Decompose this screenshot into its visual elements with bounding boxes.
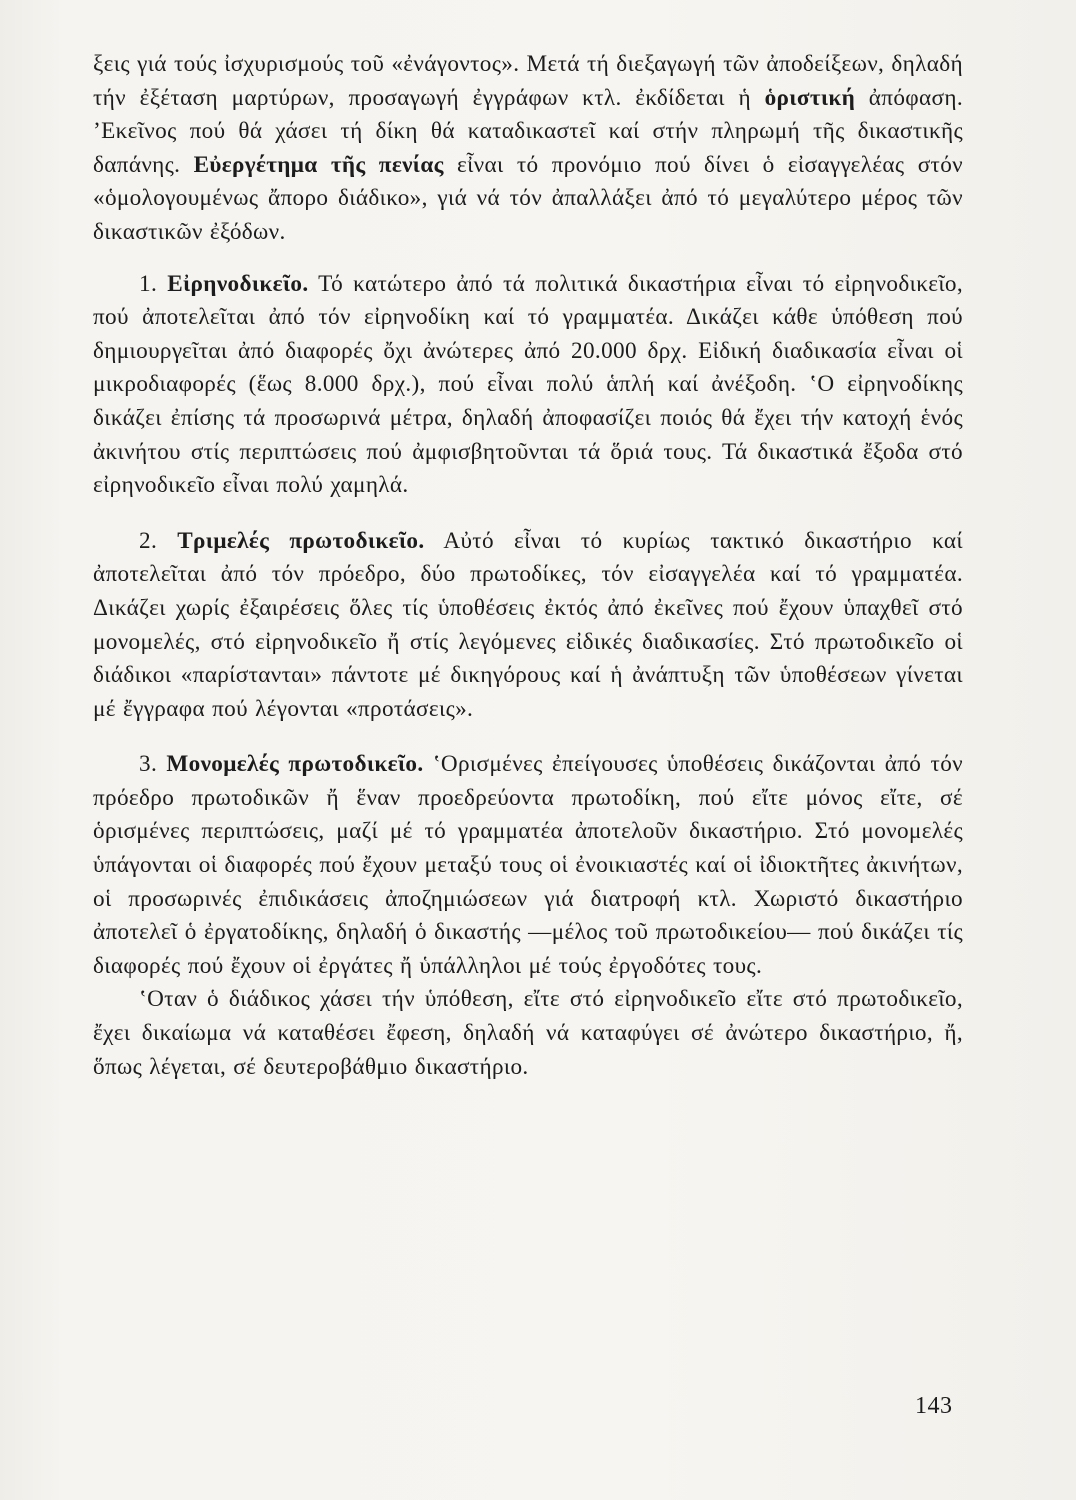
section-number: 3. [139, 751, 167, 778]
text-segment: Τό κατώτερο ἀπό τά πολιτικά δικαστήρια εἶναι τό εἰρηνοδικεῖο, πού ἀποτελεῖται ἀπό τόν εἰρηνοδίκη καί τό γραμματέα. Δικάζει κάθε ὑπόθεση πού δημιουργεῖται ἀπό διαφορές ὄχι ἀνώτερες ἀπό 20.000 δρχ. Εἰδική διαδικασία εἶναι οἱ μικροδιαφορές (ἕως 8.000 δρχ.), πού εἶναι πολύ ἁπλή καί ἀνέξοδη. ʽΟ εἰρηνοδίκης δικάζει ἐπίσης τά προσωρινά μέτρα, δηλαδή ἀποφασίζει ποιός θά ἔχει τήν κατοχή ἑνός ἀκινήτου στίς περιπτώσεις πού ἀμφισβητοῦνται τά ὅριά τους. Τά δικαστικά ἔξοδα στό εἰρηνοδικεῖο εἶναι πολύ χαμηλά. [93, 270, 963, 499]
section-heading-eirinodikeio: Εἰρηνοδικεῖο. [167, 270, 309, 297]
text-segment: ʽΟταν ὁ διάδικος χάσει τήν ὑπόθεση, εἴτε στό εἰρηνοδικεῖο εἴτε στό πρωτοδικεῖο, ἔχει δικαίωμα νά καταθέσει ἔφεση, δηλαδή νά καταφύγει σέ ἀνώτερο δικαστήριο, ἤ, ὅπως λέγεται, σέ δευτεροβάθμιο δικαστήριο. [93, 986, 963, 1080]
text-segment: ξεις γιά τούς ἰσχυρισμούς τοῦ «ἐνάγοντος». Μετά τή διεξαγωγή τῶν ἀποδείξεων, δηλαδή τήν ἐξέταση μαρτύρων, προσαγωγή ἐγγράφων κτλ. ἐκδίδεται ἡ [93, 51, 963, 111]
text-segment: εἶναι τό προνόμιο πού δίνει ὁ εἰσαγγελέας στόν «ὁμολογουμένως ἄπορο διάδικο», γιά νά τόν ἀπαλλάξει ἀπό τό μεγαλύτερο μέρος τῶν δικαστικῶν ἐξόδων. [93, 151, 963, 245]
text-segment: ἀπόφαση. ʼΕκεῖνος πού θά χάσει τή δίκη θά καταδικαστεῖ καί στήν πληρωμή τῆς δικαστικῆς δαπάνης. [93, 84, 963, 178]
body-text [93, 48, 963, 1084]
paragraph-section-2 [93, 525, 963, 727]
term-oristiki: ὁριστική [764, 84, 856, 111]
paragraph-closing [93, 983, 963, 1084]
paragraph-intro [93, 48, 963, 250]
section-number: 1. [139, 270, 168, 297]
section-heading-trimeles: Τριμελές πρωτοδικεῖο. [177, 527, 425, 554]
text-segment: Αὐτό εἶναι τό κυρίως τακτικό δικαστήριο καί ἀποτελεῖται ἀπό τόν πρόεδρο, δύο πρωτοδίκες, τόν εἰσαγγελέα καί τό γραμματέα. Δικάζει χωρίς ἐξαιρέσεις ὅλες τίς ὑποθέσεις ἐκτός ἀπό ἐκεῖνες πού ἔχουν ὑπαχθεῖ στό μονομελές, στό εἰρηνοδικεῖο ἤ στίς λεγόμενες εἰδικές διαδικασίες. Στό πρωτοδικεῖο οἱ διάδικοι «παρίστανται» πάντοτε μέ δικηγόρους καί ἡ ἀνάπτυξη τῶν ὑποθέσεων γίνεται μέ ἔγγραφα πού λέγονται «προτάσεις». [93, 527, 963, 722]
section-number: 2. [139, 527, 178, 554]
section-heading-monomeles: Μονομελές πρωτοδικεῖο. [166, 751, 424, 778]
text-segment: ʽΟρισμένες ἐπείγουσες ὑποθέσεις δικάζονται ἀπό τόν πρόεδρο πρωτοδικῶν ἤ ἕναν προεδρεύοντα πρωτοδίκη, πού εἴτε μόνος εἴτε, σέ ὁρισμένες περιπτώσεις, μαζί μέ τό γραμματέα ἀποτελοῦν δικαστήριο. Στό μονομελές ὑπάγονται οἱ διαφορές πού ἔχουν μεταξύ τους οἱ ἐνοικιαστές καί οἱ ἰδιοκτῆτες ἀκινήτων, οἱ προσωρινές ἐπιδικάσεις ἀποζημιώσεων γιά διατροφή κτλ. Χωριστό δικαστήριο ἀποτελεῖ ὁ ἐργατοδίκης, δηλαδή ὁ δικαστής —μέλος τοῦ πρωτοδικείου— πού δικάζει τίς διαφορές πού ἔχουν οἱ ἐργάτες ἤ ὑπάλληλοι μέ τούς ἐργοδότες τους. [93, 751, 963, 979]
paragraph-section-3 [93, 748, 963, 983]
paragraph-section-1 [93, 268, 963, 503]
term-euergetima-penias: Εὐεργέτημα τῆς πενίας [193, 151, 444, 178]
page-number: 143 [915, 1393, 953, 1419]
